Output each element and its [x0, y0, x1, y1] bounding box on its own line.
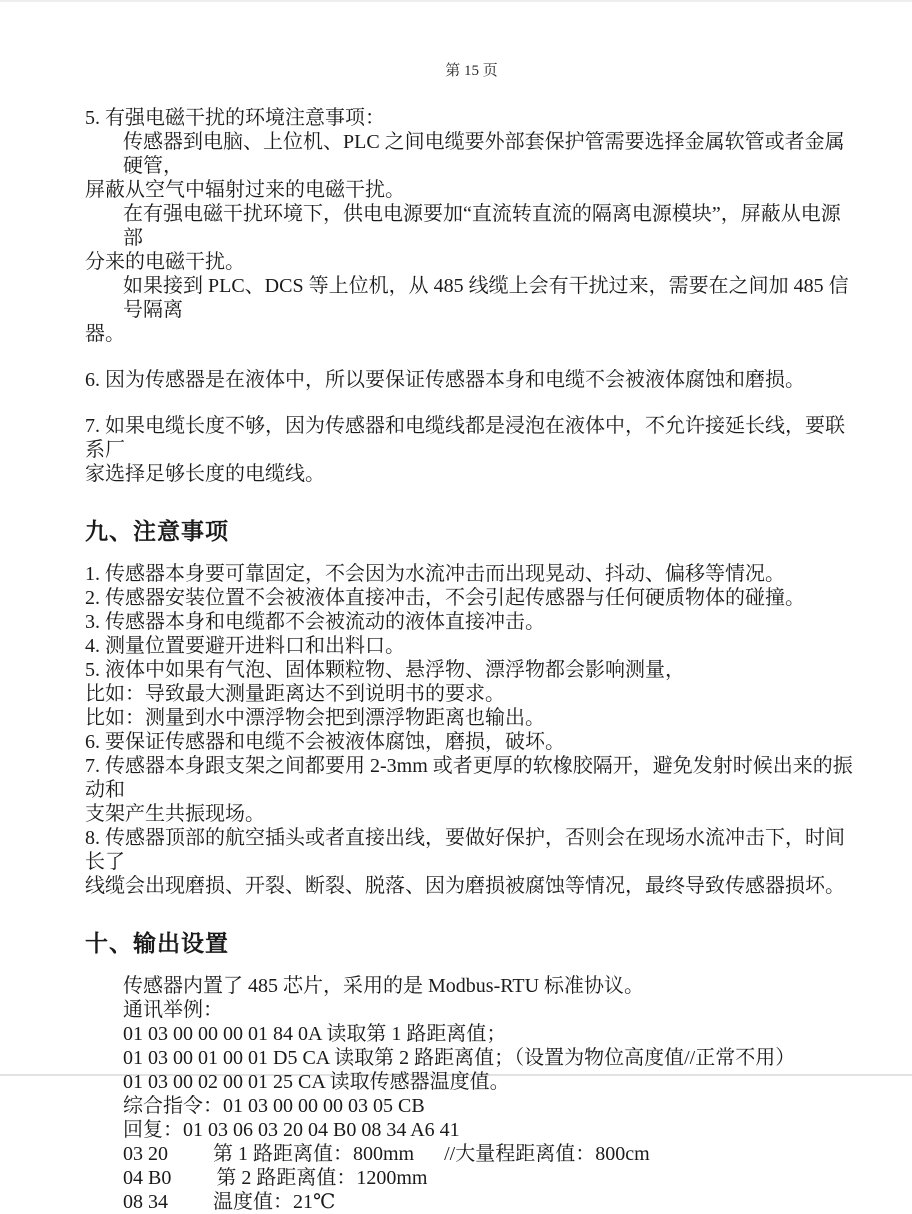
paragraph	[85, 974, 858, 1214]
paragraph	[85, 562, 858, 898]
text-line: 综合指令：01 03 00 00 00 03 05 CB	[123, 1095, 425, 1117]
text-line: 器。	[85, 323, 125, 345]
text-line: 传感器内置了 485 芯片，采用的是 Modbus-RTU 标准协议。	[123, 975, 645, 997]
text-line: 5. 有强电磁干扰的环境注意事项：	[85, 107, 385, 129]
section-heading: 十、输出设置	[85, 931, 229, 956]
paragraph-spacer	[85, 392, 858, 414]
text-line: 回复：01 03 06 03 20 04 B0 08 34 A6 41	[123, 1119, 460, 1141]
text-line: 比如：导致最大测量距离达不到说明书的要求。	[85, 683, 505, 705]
text-line: 3. 传感器本身和电缆都不会被流动的液体直接冲击。	[85, 611, 545, 633]
text-line: 比如：测量到水中漂浮物会把到漂浮物距离也输出。	[85, 707, 545, 729]
text-line: 通讯举例：	[123, 999, 223, 1021]
text-line: 2. 传感器安装位置不会被液体直接冲击，不会引起传感器与任何硬质物体的碰撞。	[85, 587, 805, 609]
paragraph-spacer	[85, 346, 858, 368]
text-line: 04 B0 第 2 路距离值：1200mm	[123, 1167, 428, 1189]
text-line: 6. 要保证传感器和电缆不会被液体腐蚀，磨损，破坏。	[85, 731, 565, 753]
text-line: 8. 传感器顶部的航空插头或者直接出线，要做好保护，否则会在现场水流冲击下，时间长了	[85, 827, 845, 873]
text-line: 1. 传感器本身要可靠固定，不会因为水流冲击而出现晃动、抖动、偏移等情况。	[85, 563, 785, 585]
text-line: 6. 因为传感器是在液体中，所以要保证传感器本身和电缆不会被液体腐蚀和磨损。	[85, 369, 805, 391]
text-line: 01 03 00 00 00 01 84 0A 读取第 1 路距离值；	[123, 1023, 507, 1045]
paragraph	[85, 106, 858, 346]
text-line: 线缆会出现磨损、开裂、断裂、脱落、因为磨损被腐蚀等情况，最终导致传感器损坏。	[85, 875, 845, 897]
document-body	[85, 106, 858, 1214]
page-number: 第 15 页	[445, 63, 498, 79]
text-line: 支架产生共振现场。	[85, 803, 265, 825]
text-line: 在有强电磁干扰环境下，供电电源要加“直流转直流的隔离电源模块”，屏蔽从电源部	[123, 203, 841, 249]
text-line: 如果接到 PLC、DCS 等上位机，从 485 线缆上会有干扰过来，需要在之间加 485 信号隔离	[123, 275, 849, 321]
text-line: 家选择足够长度的电缆线。	[85, 463, 325, 485]
text-line: 7. 传感器本身跟支架之间都要用 2-3mm 或者更厚的软橡胶隔开，避免发射时候出来的振动和	[85, 755, 853, 801]
text-line: 03 20 第 1 路距离值：800mm //大量程距离值：800cm	[123, 1143, 650, 1165]
text-line: 7. 如果电缆长度不够，因为传感器和电缆线都是浸泡在液体中，不允许接延长线，要联系厂	[85, 415, 845, 461]
section-heading: 九、注意事项	[85, 519, 229, 544]
text-line: 分来的电磁干扰。	[85, 251, 245, 273]
text-line: 01 03 00 01 00 01 D5 CA 读取第 2 路距离值；（设置为物位高度值//正常不用）	[123, 1047, 796, 1069]
text-line: 屏蔽从空气中辐射过来的电磁干扰。	[85, 179, 405, 201]
text-line: 传感器到电脑、上位机、PLC 之间电缆要外部套保护管需要选择金属软管或者金属硬管，	[123, 131, 845, 177]
text-line: 01 03 00 02 00 01 25 CA 读取传感器温度值。	[123, 1071, 510, 1093]
paragraph	[85, 368, 858, 392]
text-line: 4. 测量位置要避开进料口和出料口。	[85, 635, 405, 657]
text-line: 5. 液体中如果有气泡、固体颗粒物、悬浮物、漂浮物都会影响测量，	[85, 659, 685, 681]
paragraph	[85, 414, 858, 486]
text-line: 08 34 温度值：21℃	[123, 1191, 336, 1213]
